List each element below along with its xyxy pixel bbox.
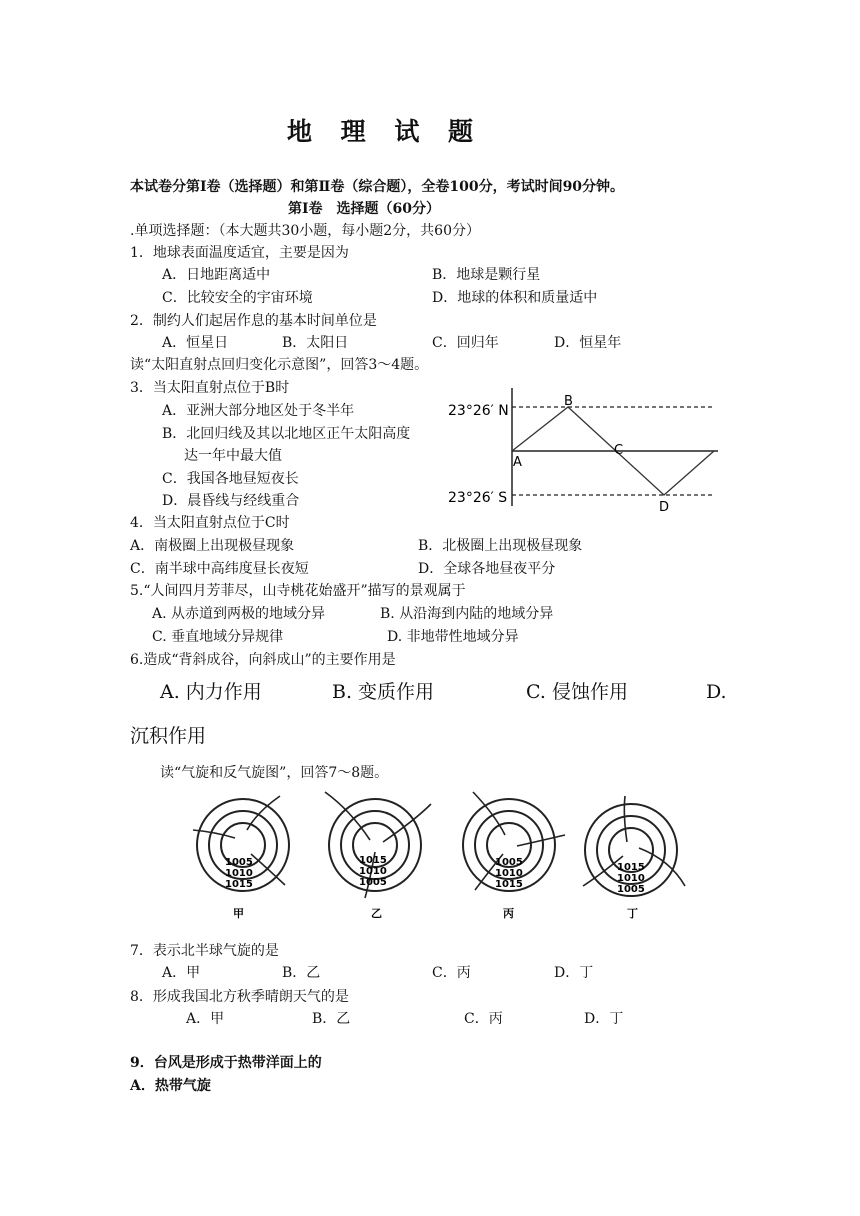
tropic-south-label: 23°26′ S	[448, 490, 508, 506]
q8-stem: 8．形成我国北方秋季晴朗天气的是	[130, 989, 349, 1005]
q3-option-b-cont: 达一年中最大值	[184, 448, 282, 464]
q7-option-d[interactable]: D．丁	[554, 965, 594, 981]
q6-stem: 6.造成“背斜成谷，向斜成山”的主要作用是	[130, 652, 396, 668]
q1-option-b[interactable]: B．地球是颗行星	[432, 267, 541, 283]
cyclone-label-bing: 丙	[503, 907, 514, 920]
q7-stem: 7．表示北半球气旋的是	[130, 943, 279, 959]
q1-stem: 1．地球表面温度适宜，主要是因为	[130, 245, 349, 261]
point-a-label: A	[513, 455, 522, 470]
q9-option-a[interactable]: A．热带气旋	[130, 1078, 211, 1094]
q5-stem: 5.“人间四月芳菲尽，山寺桃花始盛开”描写的景观属于	[130, 583, 466, 599]
sun-direct-point-diagram	[440, 380, 740, 520]
cyclone-label-yi: 乙	[371, 907, 382, 920]
isobar-label: 1010	[617, 873, 645, 884]
q8-option-d[interactable]: D．丁	[584, 1011, 624, 1027]
q2-option-c[interactable]: C．回归年	[432, 335, 499, 351]
cyclone-diagram-jia	[185, 790, 305, 930]
q4-option-d[interactable]: D．全球各地昼夜平分	[418, 561, 556, 577]
isobar-label: 1015	[225, 879, 253, 890]
q3-option-a[interactable]: A．亚洲大部分地区处于冬半年	[162, 403, 355, 419]
point-c-label: C	[614, 443, 624, 458]
cyclone-label-jia: 甲	[233, 907, 244, 920]
cyclone-diagram-yi	[315, 790, 445, 930]
q3-option-d[interactable]: D．晨昏线与经线重合	[162, 493, 300, 509]
q1-option-a[interactable]: A．日地距离适中	[162, 267, 271, 283]
tropic-north-label: 23°26′ N	[448, 403, 509, 419]
read-instruction-1: 读“太阳直射点回归变化示意图”，回答3～4题。	[130, 357, 429, 373]
read-instruction-2: 读“气旋和反气旋图”，回答7～8题。	[160, 765, 389, 781]
isobar-label: 1015	[359, 855, 387, 866]
q1-option-d[interactable]: D．地球的体积和质量适中	[432, 290, 598, 306]
q3-stem: 3．当太阳直射点位于B时	[130, 380, 290, 396]
isobar-label: 1015	[495, 879, 523, 890]
isobar-label: 1005	[617, 884, 645, 895]
cyclone-label-ding: 丁	[627, 907, 638, 920]
point-d-label: D	[659, 500, 670, 515]
q8-option-c[interactable]: C．丙	[464, 1011, 503, 1027]
q7-option-a[interactable]: A．甲	[162, 965, 201, 981]
q3-option-c[interactable]: C．我国各地昼短夜长	[162, 471, 299, 487]
isobar-label: 1005	[495, 857, 523, 868]
q9-stem: 9．台风是形成于热带洋面上的	[130, 1055, 322, 1071]
point-b-label: B	[564, 394, 573, 409]
q4-option-a[interactable]: A．南极圈上出现极昼现象	[130, 538, 295, 554]
section-title: 第Ⅰ卷 选择题（60分）	[288, 201, 441, 217]
q6-option-a[interactable]: A. 内力作用	[160, 681, 262, 703]
q8-option-a[interactable]: A．甲	[186, 1011, 225, 1027]
q2-option-d[interactable]: D．恒星年	[554, 335, 622, 351]
q4-option-b[interactable]: B．北极圈上出现极昼现象	[418, 538, 583, 554]
exam-intro: 本试卷分第Ⅰ卷（选择题）和第Ⅱ卷（综合题），全卷100分，考试时间90分钟。	[130, 179, 625, 195]
q4-stem: 4．当太阳直射点位于C时	[130, 515, 290, 531]
q2-option-a[interactable]: A．恒星日	[162, 335, 229, 351]
cyclone-diagram-bing	[455, 790, 585, 930]
isobar-label: 1015	[617, 862, 645, 873]
q4-option-c[interactable]: C．南半球中高纬度昼长夜短	[130, 561, 309, 577]
q2-stem: 2．制约人们起居作息的基本时间单位是	[130, 313, 377, 329]
q6-option-d-text: 沉积作用	[130, 725, 207, 747]
q7-option-c[interactable]: C．丙	[432, 965, 471, 981]
q5-option-d[interactable]: D. 非地带性地域分异	[387, 629, 519, 645]
q5-option-a[interactable]: A. 从赤道到两极的地域分异	[152, 606, 326, 622]
instructions: .单项选择题：（本大题共30小题，每小题2分，共60分）	[130, 223, 480, 239]
isobar-label: 1005	[359, 877, 387, 888]
q1-option-c[interactable]: C．比较安全的宇宙环境	[162, 290, 313, 306]
page-title: 地 理 试 题	[286, 117, 484, 146]
q7-option-b[interactable]: B．乙	[282, 965, 321, 981]
q3-option-b[interactable]: B．北回归线及其以北地区正午太阳高度	[162, 426, 411, 442]
isobar-label: 1010	[495, 868, 523, 879]
q6-option-c[interactable]: C. 侵蚀作用	[526, 681, 628, 703]
q6-option-b[interactable]: B. 变质作用	[332, 681, 435, 703]
q5-option-c[interactable]: C. 垂直地域分异规律	[152, 629, 284, 645]
q2-option-b[interactable]: B．太阳日	[282, 335, 349, 351]
isobar-label: 1010	[225, 868, 253, 879]
q5-option-b[interactable]: B. 从沿海到内陆的地域分异	[380, 606, 554, 622]
isobar-label: 1010	[359, 866, 387, 877]
cyclone-diagram-ding	[575, 790, 705, 930]
q8-option-b[interactable]: B．乙	[312, 1011, 351, 1027]
isobar-label: 1005	[225, 857, 253, 868]
q6-option-d[interactable]: D.	[706, 681, 727, 703]
